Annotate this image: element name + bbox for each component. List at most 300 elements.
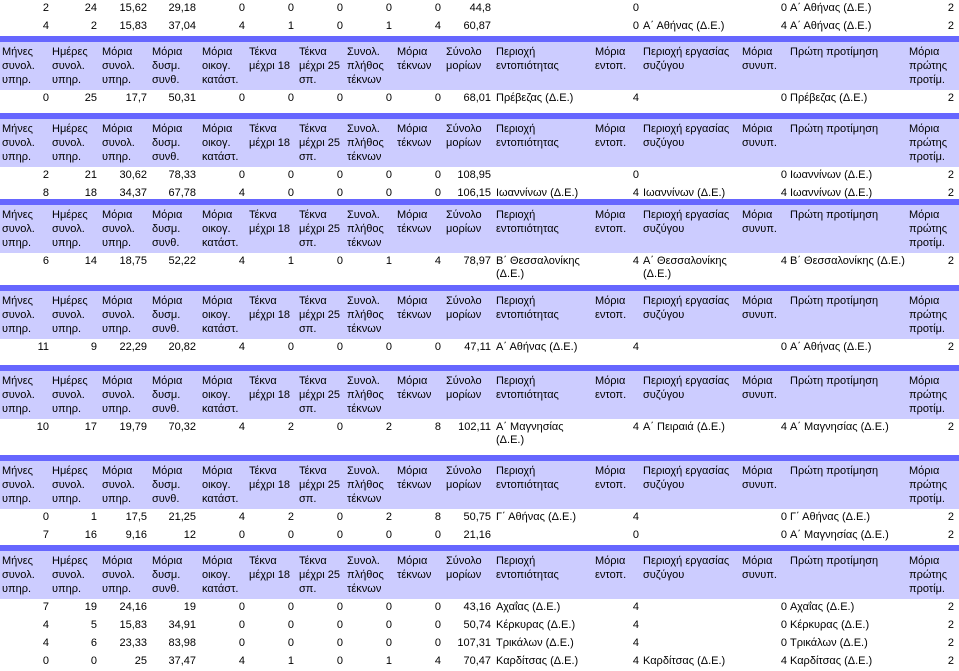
table-cell: 0 xyxy=(90,655,97,667)
table-cell: 4 xyxy=(632,187,639,199)
column-header: Ημέρες συνολ. υπηρ. xyxy=(52,465,88,505)
column-header: Τέκνα μέχρι 18 xyxy=(249,123,291,149)
table-cell: 0 xyxy=(780,511,787,523)
table-cell: Α΄ Μαγνησίας (Δ.Ε.) xyxy=(496,421,564,446)
table-cell: 4 xyxy=(238,20,245,32)
table-cell: 0 xyxy=(336,341,343,353)
column-header: Μόρια συνυπ. xyxy=(742,46,777,72)
table-cell: Κέρκυρας (Δ.Ε.) xyxy=(790,619,870,631)
table-cell: 9,16 xyxy=(125,529,147,541)
table-cell: 0 xyxy=(780,529,787,541)
column-header: Μόρια συνυπ. xyxy=(742,209,777,235)
table-cell: 0 xyxy=(336,601,343,613)
column-header: Συνολ. πλήθος τέκνων xyxy=(347,46,384,86)
column-header-row xyxy=(0,551,959,599)
column-header: Τέκνα μέχρι 18 xyxy=(249,209,291,235)
table-cell: 2 xyxy=(42,169,49,181)
table-cell: 0 xyxy=(780,619,787,631)
table-cell: 21,16 xyxy=(463,529,491,541)
column-header: Μόρια συνυπ. xyxy=(742,555,777,581)
table-cell: 0 xyxy=(336,511,343,523)
table-cell: 34,91 xyxy=(168,619,196,631)
table-cell: 2 xyxy=(287,421,294,433)
column-header: Μόρια τέκνων xyxy=(397,555,432,581)
column-header: Πρώτη προτίμηση xyxy=(790,555,879,567)
table-cell: 2 xyxy=(947,255,954,267)
table-cell: 108,95 xyxy=(457,169,491,181)
table-cell: 0 xyxy=(238,601,245,613)
table-cell: Α΄ Αθήνας (Δ.Ε.) xyxy=(643,20,725,32)
table-cell: 0 xyxy=(287,169,294,181)
column-header: Μόρια πρώτης προτίμ. xyxy=(909,46,948,86)
table-cell: 0 xyxy=(287,619,294,631)
column-header: Περιοχή εργασίας συζύγου xyxy=(643,46,730,72)
table-cell: 0 xyxy=(434,341,441,353)
column-header: Μόρια τέκνων xyxy=(397,209,432,235)
table-cell: 4 xyxy=(238,255,245,267)
table-cell: Τρικάλων (Δ.Ε.) xyxy=(790,637,868,649)
table-cell: 0 xyxy=(336,169,343,181)
table-cell: 0 xyxy=(42,655,49,667)
table-cell: Τρικάλων (Δ.Ε.) xyxy=(496,637,574,649)
table-cell: 0 xyxy=(780,92,787,104)
column-header: Σύνολο μορίων xyxy=(446,46,482,72)
column-header: Μόρια συνολ. υπηρ. xyxy=(102,555,135,595)
table-cell: 2 xyxy=(947,655,954,667)
column-header: Μόρια δυσμ. συνθ. xyxy=(152,123,183,163)
table-cell: 6 xyxy=(42,255,49,267)
column-header: Μήνες συνολ. υπηρ. xyxy=(2,555,35,595)
table-cell: 0 xyxy=(780,341,787,353)
table-cell: 0 xyxy=(434,619,441,631)
table-cell: 2 xyxy=(947,20,954,32)
table-cell: 16 xyxy=(84,529,97,541)
column-header: Τέκνα μέχρι 25 σπ. xyxy=(299,209,341,249)
table-cell: 0 xyxy=(780,169,787,181)
table-cell: 0 xyxy=(434,601,441,613)
table-cell: Α΄ Αθήνας (Δ.Ε.) xyxy=(790,20,872,32)
table-cell: Α΄ Πειραιά (Δ.Ε.) xyxy=(643,421,725,433)
column-header: Μόρια οικογ. κατάστ. xyxy=(202,123,239,163)
column-header: Μόρια πρώτης προτίμ. xyxy=(909,123,948,163)
table-cell: Ιωαννίνων (Δ.Ε.) xyxy=(790,187,873,199)
column-header: Μόρια συνολ. υπηρ. xyxy=(102,375,135,415)
table-cell: 0 xyxy=(287,187,294,199)
column-header: Περιοχή εργασίας συζύγου xyxy=(643,295,730,321)
column-header: Μόρια τέκνων xyxy=(397,295,432,321)
table-cell: 0 xyxy=(632,20,639,32)
table-cell: Α΄ Αθήνας (Δ.Ε.) xyxy=(496,341,578,353)
column-header: Μόρια εντοπ. xyxy=(595,555,627,581)
column-header: Μόρια συνολ. υπηρ. xyxy=(102,295,135,335)
table-row xyxy=(0,18,959,36)
table-cell: 0 xyxy=(42,92,49,104)
table-cell: 19,79 xyxy=(119,421,147,433)
table-cell: Ιωαννίνων (Δ.Ε.) xyxy=(643,187,726,199)
table-cell: 25 xyxy=(134,655,147,667)
table-row xyxy=(0,509,959,527)
table-cell: 7 xyxy=(42,529,49,541)
column-header: Περιοχή εντοπιότητας xyxy=(496,465,559,491)
table-cell: 43,16 xyxy=(463,601,491,613)
table-cell: 0 xyxy=(385,187,392,199)
column-header: Μόρια δυσμ. συνθ. xyxy=(152,555,183,595)
table-cell: 5 xyxy=(90,619,97,631)
column-header: Μόρια οικογ. κατάστ. xyxy=(202,295,239,335)
table-row xyxy=(0,635,959,653)
table-cell: 0 xyxy=(385,529,392,541)
table-cell: 0 xyxy=(287,2,294,14)
column-header-row xyxy=(0,119,959,167)
table-cell: 2 xyxy=(947,92,954,104)
table-row xyxy=(0,617,959,635)
column-header: Ημέρες συνολ. υπηρ. xyxy=(52,375,88,415)
table-cell: 4 xyxy=(632,341,639,353)
table-cell: 11 xyxy=(37,341,49,353)
column-header: Μήνες συνολ. υπηρ. xyxy=(2,46,35,86)
table-cell: 0 xyxy=(287,92,294,104)
table-cell: 4 xyxy=(632,601,639,613)
column-header: Μόρια εντοπ. xyxy=(595,123,627,149)
table-cell: 78,97 xyxy=(463,255,491,267)
column-header: Συνολ. πλήθος τέκνων xyxy=(347,295,384,335)
column-header: Ημέρες συνολ. υπηρ. xyxy=(52,295,88,335)
table-cell: 4 xyxy=(238,341,245,353)
column-header: Μόρια πρώτης προτίμ. xyxy=(909,295,948,335)
table-cell: 25 xyxy=(84,92,97,104)
table-cell: 102,11 xyxy=(458,421,491,433)
table-cell: 0 xyxy=(632,169,639,181)
column-header: Περιοχή εργασίας συζύγου xyxy=(643,375,730,401)
table-cell: 4 xyxy=(632,655,639,667)
table-cell: Κέρκυρας (Δ.Ε.) xyxy=(496,619,576,631)
table-cell: Γ΄ Αθήνας (Δ.Ε.) xyxy=(496,511,577,523)
column-header: Μόρια τέκνων xyxy=(397,46,432,72)
table-cell: 0 xyxy=(632,529,639,541)
table-cell: 0 xyxy=(238,2,245,14)
table-cell: 8 xyxy=(434,511,441,523)
table-cell: 0 xyxy=(336,529,343,541)
table-row xyxy=(0,339,959,357)
table-cell: 24,16 xyxy=(119,601,147,613)
table-cell: 0 xyxy=(336,421,343,433)
table-cell: 1 xyxy=(385,20,392,32)
column-header: Πρώτη προτίμηση xyxy=(790,46,879,58)
table-cell: 2 xyxy=(947,619,954,631)
table-cell: 21 xyxy=(84,169,97,181)
column-header: Πρώτη προτίμηση xyxy=(790,123,879,135)
column-header-row xyxy=(0,371,959,419)
table-cell: 4 xyxy=(434,655,441,667)
table-cell: 19 xyxy=(183,601,196,613)
column-header: Συνολ. πλήθος τέκνων xyxy=(347,209,384,249)
table-cell: 4 xyxy=(780,20,787,32)
table-cell: Πρέβεζας (Δ.Ε.) xyxy=(496,92,574,104)
table-cell: 1 xyxy=(385,255,392,267)
column-header: Μόρια πρώτης προτίμ. xyxy=(909,465,948,505)
table-cell: 0 xyxy=(42,511,49,523)
table-row xyxy=(0,599,959,617)
table-cell: 0 xyxy=(238,637,245,649)
column-header: Μόρια συνολ. υπηρ. xyxy=(102,123,135,163)
column-header: Συνολ. πλήθος τέκνων xyxy=(347,555,384,595)
table-cell: 1 xyxy=(287,255,294,267)
table-cell: 52,22 xyxy=(168,255,196,267)
column-header: Μήνες συνολ. υπηρ. xyxy=(2,375,35,415)
table-cell: 44,8 xyxy=(469,2,491,14)
table-cell: 4 xyxy=(780,655,787,667)
column-header: Περιοχή εντοπιότητας xyxy=(496,46,559,72)
table-cell: 24 xyxy=(84,2,97,14)
table-cell: 2 xyxy=(42,2,49,14)
table-cell: 0 xyxy=(434,637,441,649)
table-cell: Α΄ Μαγνησίας (Δ.Ε.) xyxy=(790,421,889,433)
table-cell: 0 xyxy=(336,2,343,14)
table-cell: 70,47 xyxy=(463,655,491,667)
column-header: Μόρια δυσμ. συνθ. xyxy=(152,295,183,335)
table-cell: 0 xyxy=(780,601,787,613)
table-cell: Ιωαννίνων (Δ.Ε.) xyxy=(790,169,873,181)
table-cell: 0 xyxy=(385,341,392,353)
table-cell: 4 xyxy=(632,637,639,649)
column-header: Τέκνα μέχρι 25 σπ. xyxy=(299,123,341,163)
column-header: Συνολ. πλήθος τέκνων xyxy=(347,465,384,505)
table-row xyxy=(0,653,959,671)
table-cell: 37,04 xyxy=(168,20,196,32)
table-cell: 17 xyxy=(84,421,97,433)
table-cell: 83,98 xyxy=(168,637,196,649)
column-header: Ημέρες συνολ. υπηρ. xyxy=(52,209,88,249)
table-cell: 1 xyxy=(287,20,294,32)
column-header: Μόρια οικογ. κατάστ. xyxy=(202,46,239,86)
table-cell: 2 xyxy=(947,421,954,433)
column-header: Περιοχή εντοπιότητας xyxy=(496,209,559,235)
table-cell: 12 xyxy=(183,529,196,541)
table-cell: 0 xyxy=(385,619,392,631)
column-header: Τέκνα μέχρι 18 xyxy=(249,465,291,491)
table-cell: 67,78 xyxy=(168,187,196,199)
column-header-row xyxy=(0,461,959,509)
table-cell: Καρδίτσας (Δ.Ε.) xyxy=(643,655,726,667)
table-row xyxy=(0,167,959,185)
table-cell: 0 xyxy=(238,169,245,181)
table-cell: 0 xyxy=(385,2,392,14)
table-cell: 37,47 xyxy=(168,655,196,667)
column-header: Μήνες συνολ. υπηρ. xyxy=(2,295,35,335)
column-header: Μόρια εντοπ. xyxy=(595,375,627,401)
table-cell: 17,7 xyxy=(125,92,147,104)
table-cell: 0 xyxy=(336,637,343,649)
column-header: Μόρια συνολ. υπηρ. xyxy=(102,209,135,249)
table-cell: 4 xyxy=(434,20,441,32)
column-header: Ημέρες συνολ. υπηρ. xyxy=(52,46,88,86)
table-cell: 20,82 xyxy=(168,341,196,353)
table-cell: 4 xyxy=(42,20,49,32)
table-cell: 0 xyxy=(385,637,392,649)
table-row xyxy=(0,90,959,108)
table-cell: 2 xyxy=(947,529,954,541)
table-cell: 18,75 xyxy=(119,255,147,267)
column-header: Πρώτη προτίμηση xyxy=(790,465,879,477)
column-header: Τέκνα μέχρι 25 σπ. xyxy=(299,295,341,335)
table-cell: 4 xyxy=(632,421,639,433)
table-cell: 2 xyxy=(90,20,97,32)
column-header: Σύνολο μορίων xyxy=(446,295,482,321)
table-cell: 0 xyxy=(287,529,294,541)
table-cell: 0 xyxy=(434,92,441,104)
table-cell: 15,83 xyxy=(119,619,147,631)
table-cell: 0 xyxy=(287,341,294,353)
column-header: Μόρια συνολ. υπηρ. xyxy=(102,465,135,505)
table-cell: 4 xyxy=(42,619,49,631)
table-row xyxy=(0,419,959,449)
table-cell: 2 xyxy=(947,169,954,181)
column-header: Μόρια τέκνων xyxy=(397,123,432,149)
column-header: Μόρια συνολ. υπηρ. xyxy=(102,46,135,86)
table-cell: 0 xyxy=(238,92,245,104)
table-cell: 2 xyxy=(385,421,392,433)
column-header: Μόρια τέκνων xyxy=(397,465,432,491)
column-header: Περιοχή εργασίας συζύγου xyxy=(643,555,730,581)
column-header: Μόρια συνυπ. xyxy=(742,465,777,491)
table-cell: 4 xyxy=(780,255,787,267)
table-cell: 4 xyxy=(780,421,787,433)
table-cell: 4 xyxy=(238,187,245,199)
table-cell: 4 xyxy=(632,255,639,267)
column-header: Περιοχή εργασίας συζύγου xyxy=(643,209,730,235)
column-header: Περιοχή εντοπιότητας xyxy=(496,555,559,581)
column-header: Μόρια εντοπ. xyxy=(595,46,627,72)
table-cell: Καρδίτσας (Δ.Ε.) xyxy=(496,655,579,667)
table-cell: 78,33 xyxy=(168,169,196,181)
column-header: Περιοχή εργασίας συζύγου xyxy=(643,123,730,149)
table-cell: 2 xyxy=(947,637,954,649)
table-cell: 0 xyxy=(385,92,392,104)
table-cell: 0 xyxy=(434,169,441,181)
column-header: Μήνες συνολ. υπηρ. xyxy=(2,123,35,163)
table-cell: 9 xyxy=(90,341,97,353)
table-cell: 0 xyxy=(336,619,343,631)
table-cell: 70,32 xyxy=(168,421,196,433)
column-header: Μόρια συνυπ. xyxy=(742,375,777,401)
column-header: Περιοχή εντοπιότητας xyxy=(496,375,559,401)
table-cell: 34,37 xyxy=(119,187,147,199)
table-cell: 23,33 xyxy=(119,637,147,649)
table-cell: 4 xyxy=(780,187,787,199)
column-header: Πρώτη προτίμηση xyxy=(790,209,879,221)
table-cell: 1 xyxy=(287,655,294,667)
column-header: Περιοχή εντοπιότητας xyxy=(496,295,559,321)
column-header: Μόρια δυσμ. συνθ. xyxy=(152,465,183,505)
table-cell: 6 xyxy=(90,637,97,649)
column-header: Σύνολο μορίων xyxy=(446,209,482,235)
column-header: Ημέρες συνολ. υπηρ. xyxy=(52,123,88,163)
table-cell: Α΄ Μαγνησίας (Δ.Ε.) xyxy=(790,529,889,541)
column-header: Μήνες συνολ. υπηρ. xyxy=(2,465,35,505)
column-header: Μόρια δυσμ. συνθ. xyxy=(152,46,183,86)
column-header: Ημέρες συνολ. υπηρ. xyxy=(52,555,88,595)
table-cell: 0 xyxy=(238,619,245,631)
table-cell: 2 xyxy=(947,341,954,353)
table-cell: 0 xyxy=(434,529,441,541)
column-header-row xyxy=(0,205,959,253)
column-header: Μόρια οικογ. κατάστ. xyxy=(202,209,239,249)
table-cell: 1 xyxy=(385,655,392,667)
table-cell: 15,62 xyxy=(119,2,147,14)
column-header: Πρώτη προτίμηση xyxy=(790,375,879,387)
table-row xyxy=(0,0,959,18)
table-cell: 8 xyxy=(42,187,49,199)
table-cell: 68,01 xyxy=(463,92,491,104)
table-cell: 7 xyxy=(42,601,49,613)
column-header: Τέκνα μέχρι 25 σπ. xyxy=(299,555,341,595)
table-cell: 0 xyxy=(287,601,294,613)
table-cell: 15,83 xyxy=(119,20,147,32)
table-cell: Αχαΐας (Δ.Ε.) xyxy=(496,601,561,613)
table-cell: 22,29 xyxy=(119,341,147,353)
column-header: Σύνολο μορίων xyxy=(446,123,482,149)
table-cell: 2 xyxy=(947,601,954,613)
table-cell: 1 xyxy=(90,511,97,523)
column-header: Μόρια πρώτης προτίμ. xyxy=(909,375,948,415)
table-cell: 4 xyxy=(238,511,245,523)
table-cell: 4 xyxy=(632,92,639,104)
column-header: Μόρια τέκνων xyxy=(397,375,432,401)
table-cell: 4 xyxy=(632,619,639,631)
table-cell: 4 xyxy=(42,637,49,649)
column-header: Σύνολο μορίων xyxy=(446,465,482,491)
column-header: Μόρια δυσμ. συνθ. xyxy=(152,375,183,415)
table-row xyxy=(0,253,959,283)
table-cell: 0 xyxy=(336,187,343,199)
column-header: Μόρια πρώτης προτίμ. xyxy=(909,209,948,249)
table-cell: 10 xyxy=(36,421,49,433)
column-header: Μόρια οικογ. κατάστ. xyxy=(202,555,239,595)
table-cell: 0 xyxy=(336,92,343,104)
table-cell: 0 xyxy=(336,655,343,667)
table-cell: Πρέβεζας (Δ.Ε.) xyxy=(790,92,868,104)
table-cell: 21,25 xyxy=(168,511,196,523)
column-header: Τέκνα μέχρι 25 σπ. xyxy=(299,375,341,415)
table-cell: 0 xyxy=(780,637,787,649)
table-cell: Καρδίτσας (Δ.Ε.) xyxy=(790,655,873,667)
table-cell: 0 xyxy=(385,169,392,181)
table-cell: 0 xyxy=(434,187,441,199)
table-cell: 0 xyxy=(780,2,787,14)
table-cell: Αχαΐας (Δ.Ε.) xyxy=(790,601,855,613)
column-header-row xyxy=(0,291,959,339)
column-header: Μόρια συνυπ. xyxy=(742,123,777,149)
column-header: Μόρια οικογ. κατάστ. xyxy=(202,375,239,415)
table-cell: 0 xyxy=(336,20,343,32)
table-cell: 2 xyxy=(947,2,954,14)
table-cell: 8 xyxy=(434,421,441,433)
column-header: Τέκνα μέχρι 25 σπ. xyxy=(299,46,341,86)
table-cell: 0 xyxy=(336,255,343,267)
table-cell: 29,18 xyxy=(168,2,196,14)
column-header: Μόρια εντοπ. xyxy=(595,295,627,321)
column-header: Συνολ. πλήθος τέκνων xyxy=(347,123,384,163)
column-header: Μόρια εντοπ. xyxy=(595,465,627,491)
table-cell: 14 xyxy=(84,255,97,267)
table-cell: 4 xyxy=(238,421,245,433)
column-header: Περιοχή εργασίας συζύγου xyxy=(643,465,730,491)
table-cell: Γ΄ Αθήνας (Δ.Ε.) xyxy=(790,511,871,523)
table-cell: Α΄ Θεσσαλονίκης (Δ.Ε.) xyxy=(643,255,727,280)
table-cell: Ιωαννίνων (Δ.Ε.) xyxy=(496,187,579,199)
table-cell: 2 xyxy=(947,511,954,523)
column-header: Μήνες συνολ. υπηρ. xyxy=(2,209,35,249)
